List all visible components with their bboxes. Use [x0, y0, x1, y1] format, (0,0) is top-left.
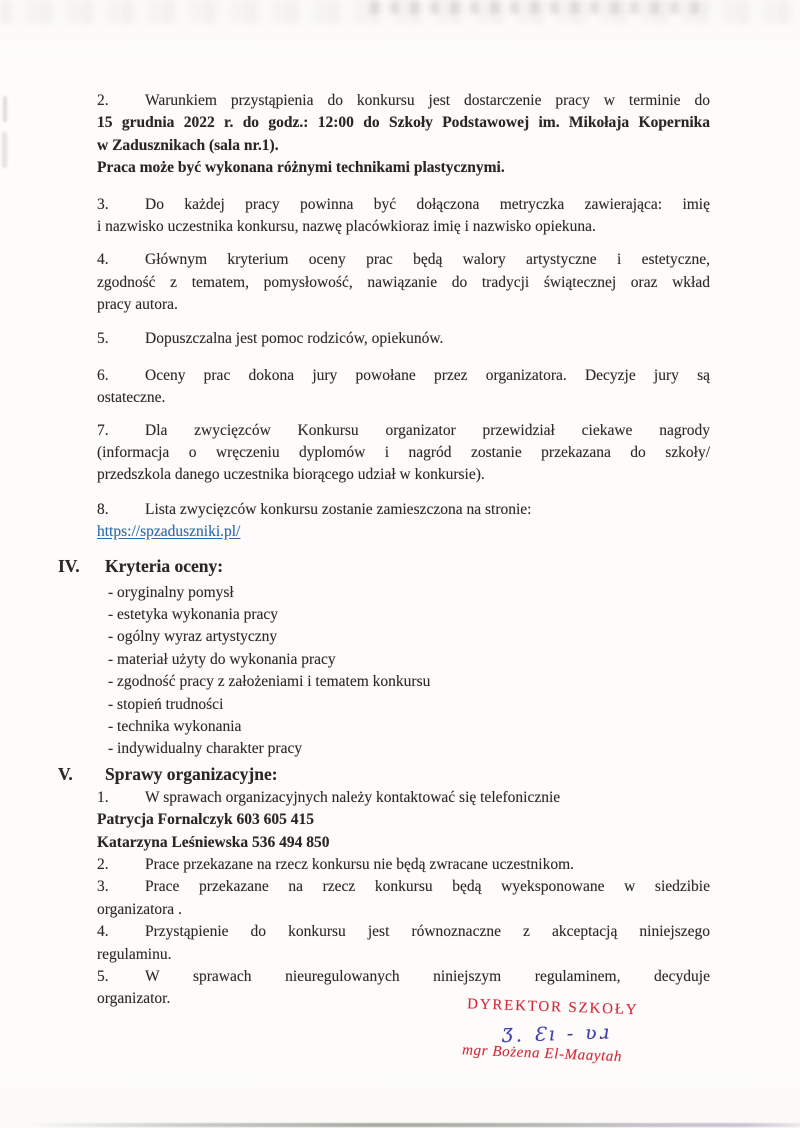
- paragraph-line: [97, 966, 710, 988]
- contact-person-phone: Patrycja Fornalczyk 603 605 415: [97, 811, 314, 829]
- paragraph-number: 2.: [97, 92, 109, 109]
- paragraph-text: ostateczne.: [97, 389, 166, 407]
- paragraph-text: Głównym kryterium oceny prac będą walory artystyczne i estetyczne,: [145, 251, 710, 269]
- paragraph-number: 5.: [97, 967, 109, 985]
- paragraph-text: Prace przekazane na rzecz konkursu nie będą zwracane uczestnikom.: [145, 855, 575, 873]
- criteria-item: - indywidualny charakter pracy: [108, 740, 303, 758]
- paragraph-text-bold: 15 grudnia 2022 r. do godz.: 12:00 do Szkoły Podstawowej im. Mikołaja Kopernika: [97, 114, 710, 132]
- paragraph-line: [97, 787, 710, 809]
- criteria-item: - technika wykonania: [108, 717, 242, 735]
- paragraph-text: regulaminu.: [97, 945, 172, 963]
- paragraph-number: 3.: [97, 195, 109, 213]
- criteria-item: - materiał użyty do wykonania pracy: [108, 650, 336, 668]
- paragraph-text: i nazwisko uczestnika konkursu, nazwę placówkioraz imię i nazwisko opiekuna.: [97, 217, 596, 235]
- paragraph-5: [97, 328, 710, 350]
- paragraph-text: organizatora .: [97, 900, 182, 918]
- criteria-list: [108, 582, 710, 761]
- paragraph-line: [97, 194, 710, 216]
- paragraph-number: 1.: [97, 788, 109, 806]
- paragraph-line: [97, 521, 710, 543]
- paragraph-line: [97, 365, 710, 387]
- paragraph-line: [97, 876, 710, 898]
- paragraph-text: W sprawach nieuregulowanych niniejszym regulaminem, decyduje: [145, 967, 710, 985]
- paragraph-2: [97, 90, 710, 180]
- paragraph-text: (informacja o wręczeniu dyplomów i nagród zostanie przekazana do szkoły/: [97, 444, 710, 462]
- paragraph-text: Prace przekazane na rzecz konkursu będą wyeksponowane w siedzibie: [145, 878, 710, 896]
- paragraph-number: 5.: [97, 329, 109, 347]
- director-stamp-title: DYREKTOR SZKOŁY: [466, 996, 639, 1019]
- paragraph-text: przedszkola danego uczestnika biorącego udział w konkursie).: [97, 466, 485, 484]
- paragraph-text: Lista zwycięzców konkursu zostanie zamieszczona na stronie:: [145, 500, 532, 518]
- paragraph-number: 8.: [97, 500, 109, 518]
- section-title: Sprawy organizacyjne:: [105, 763, 278, 784]
- paragraph-8: [97, 499, 710, 544]
- criteria-item: - zgodność pracy z założeniami i tematem konkursu: [108, 673, 431, 691]
- paragraph-6: [97, 365, 710, 410]
- director-stamp-name: mgr Bożena El-Maaytah: [461, 1042, 623, 1066]
- paragraph-text: Przystąpienie do konkursu jest równoznaczne z akceptacją niniejszego: [145, 923, 710, 941]
- document-body: [58, 90, 710, 1011]
- paragraph-number: 3.: [97, 878, 109, 896]
- paragraph-number: 4.: [97, 923, 109, 941]
- paragraph-text: organizator.: [97, 990, 171, 1008]
- paragraph-number: 2.: [97, 855, 109, 873]
- scan-artifact-left-mark: [3, 96, 7, 122]
- org-item-4: [97, 921, 710, 966]
- section-heading-v: [58, 761, 710, 787]
- paragraph-text: pracy autora.: [97, 296, 178, 314]
- paragraph-text-bold: Praca może być wykonana różnymi technikami plastycznymi.: [97, 159, 505, 177]
- paragraph-text: Dla zwycięzców Konkursu organizator przewidział ciekawe nagrody: [145, 421, 710, 439]
- paragraph-4: [97, 249, 710, 316]
- paragraph-line: [97, 328, 710, 350]
- paragraph-line: [97, 249, 710, 271]
- paragraph-line: [97, 854, 710, 876]
- paragraph-text: Dopuszczalna jest pomoc rodziców, opiekunów.: [145, 329, 444, 347]
- scan-artifact-left-mark: [2, 132, 7, 168]
- section-numeral: IV.: [58, 555, 80, 576]
- scan-artifact-top-ghost-text: [370, 1, 710, 14]
- org-item-3: [97, 876, 710, 921]
- contact-person-phone: Katarzyna Leśniewska 536 494 850: [97, 833, 330, 851]
- paragraph-number: 7.: [97, 421, 109, 439]
- paragraph-line: [97, 499, 710, 521]
- section-numeral: V.: [58, 763, 73, 784]
- criteria-item: - stopień trudności: [108, 695, 224, 713]
- org-item-1: [97, 787, 710, 854]
- criteria-item: - ogólny wyraz artystyczny: [108, 628, 278, 646]
- paragraph-text: W sprawach organizacyjnych należy kontaktować się telefonicznie: [145, 788, 561, 806]
- signature-block: [460, 996, 680, 1066]
- paragraph-text-bold: w Zadusznikach (sala nr.1).: [97, 136, 279, 154]
- paragraph-text: Oceny prac dokona jury powołane przez organizatora. Decyzje jury są: [145, 366, 710, 384]
- section-heading-iv: [58, 553, 710, 579]
- scan-artifact-bottom-edge: [28, 1123, 800, 1127]
- paragraph-text: Warunkiem przystąpienia do konkursu jest dostarczenie pracy w terminie do: [145, 92, 710, 109]
- criteria-item: - oryginalny pomysł: [108, 583, 234, 601]
- paragraph-line: [97, 90, 710, 112]
- paragraph-text: zgodność z tematem, pomysłowość, nawiązanie do tradycji świątecznej oraz wkład: [97, 273, 710, 291]
- handwritten-signature: Ʒ. Ɛı - ʋɹ: [501, 1021, 613, 1048]
- paragraph-7: [97, 420, 710, 487]
- paragraph-number: 4.: [97, 251, 109, 269]
- paragraph-3: [97, 194, 710, 239]
- paragraph-line: [97, 420, 710, 442]
- paragraph-number: 6.: [97, 366, 109, 384]
- section-title: Kryteria oceny:: [105, 555, 224, 576]
- criteria-item: - estetyka wykonania pracy: [108, 606, 279, 624]
- results-website-link[interactable]: https://spzaduszniki.pl/: [97, 523, 241, 541]
- paragraph-line: [97, 921, 710, 943]
- org-item-2: [97, 854, 710, 876]
- paragraph-text: Do każdej pracy powinna być dołączona metryczka zawierająca: imię: [145, 195, 710, 213]
